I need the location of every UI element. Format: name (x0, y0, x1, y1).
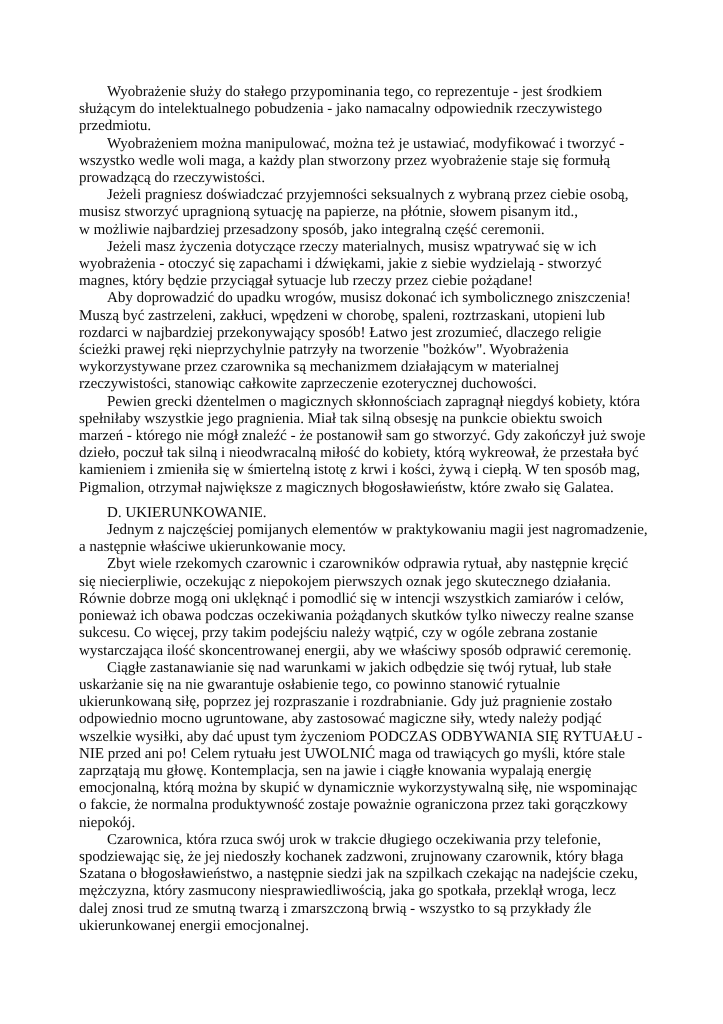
text-line: musisz stworzyć upragnioną sytuację na papierze, na płótnie, słowem pisanym itd., (79, 204, 579, 221)
paragraph (79, 522, 679, 556)
text-line: emocjonalną, którą można by skupić w dynamicznie wykorzystywalną siłę, nie wspominając (79, 780, 638, 797)
text-line: w możliwie najbardziej przesadzony sposób, jako integralną część ceremonii. (79, 221, 545, 238)
text-line: Równie dobrze mogą oni uklęknąć i pomodlić się w intencji wszystkich zamiarów i celów, (79, 590, 624, 607)
text-line: Jeżeli masz życzenia dotyczące rzeczy materialnych, musisz wpatrywać się w ich (107, 238, 597, 255)
text-line: Aby doprowadzić do upadku wrogów, musisz dokonać ich symbolicznego zniszczenia! (107, 290, 631, 307)
paragraph (79, 239, 679, 291)
text-line: spełniłaby wszystkie jego pragnienia. Miał tak silną obsesję na punkcie obiektu swoich (79, 410, 603, 427)
text-line: Zbyt wiele rzekomych czarownic i czarowników odprawia rytuał, aby następnie kręcić (107, 556, 629, 573)
text-line: Czarownica, która rzuca swój urok w trakcie długiego oczekiwania przy telefonie, (107, 831, 601, 848)
section-heading (79, 505, 679, 522)
text-line: ukierunkowaną siłę, poprzez jej rozpraszanie i rozdrabnianie. Gdy już pragnienie zostało (79, 694, 613, 711)
paragraph (79, 660, 679, 832)
text-line: Jednym z najczęściej pomijanych elementów w praktykowaniu magii jest nagromadzenie, (107, 522, 648, 539)
text-line: rzeczywistości, stanowiąc całkowite zaprzeczenie ezoterycznej duchowości. (79, 376, 537, 393)
text-line: niepokój. (79, 814, 136, 831)
text-line: spodziewając się, że jej niedoszły kochanek zadzwoni, zrujnowany czarownik, który błaga (79, 848, 624, 865)
text-line: o fakcie, że normalna produktywność zostaje poważnie ograniczona przez taki gorączkowy (79, 797, 628, 814)
text-line: wyobrażenia - otoczyć się zapachami i dźwiękami, jakie z siebie wydzielają - stworzyć (79, 256, 602, 273)
text-line: Jeżeli pragniesz doświadczać przyjemności seksualnych z wybraną przez ciebie osobą, (107, 187, 629, 204)
text-line: a następnie właściwe ukierunkowanie mocy. (79, 539, 346, 556)
text-line: zaprzątają mu głowę. Kontemplacja, sen na jawie i ciągłe knowania wypalają energię (79, 762, 592, 779)
text-line: Ciągłe zastanawianie się nad warunkami w jakich odbędzie się twój rytuał, lub stałe (107, 659, 612, 676)
text-line: ścieżki prawej ręki nieprzychylnie patrzyły na tworzenie "bożków". Wyobrażenia (79, 342, 569, 359)
paragraph (79, 84, 679, 136)
text-line: NIE przed ani po! Celem rytuału jest UWOLNIĆ maga od trawiących go myśli, które stale (79, 745, 626, 762)
text-line: magnes, który będzie przyciągał sytuacje lub rzeczy przez ciebie pożądane! (79, 273, 533, 290)
text-line: prowadzącą do rzeczywistości. (79, 170, 266, 187)
paragraph (79, 394, 679, 497)
text-line: kamieniem i zmieniła się w śmiertelną istotę z krwi i kości, żywą i ciepłą. W ten sposób mag, (79, 462, 640, 479)
text-line: marzeń - którego nie mógł znaleźć - że postanowił sam go stworzyć. Gdy zakończył już swoje (79, 428, 646, 445)
text-line: wszelkie wysiłki, aby dać upust tym życzeniom PODCZAS ODBYWANIA SIĘ RYTUAŁU - (79, 728, 643, 745)
text-line: ukierunkowanej energii emocjonalnej. (79, 917, 310, 934)
text-line: dalej znosi trud ze smutną twarzą i zmarszczoną brwią - wszystko to są przykłady źle (79, 900, 592, 917)
paragraph (79, 290, 679, 393)
text-line: mężczyzna, który zasmucony niesprawiedliwością, jaka go spotkała, przeklął wroga, lecz (79, 883, 616, 900)
blank-line (79, 497, 679, 505)
text-line: Szatana o błogosławieństwo, a następnie siedzi jak na szpilkach czekając na nadejście czeku, (79, 866, 638, 883)
text-line: Pewien grecki dżentelmen o magicznych skłonnościach zapragnął niegdyś kobiety, która (107, 393, 641, 410)
text-line: Wyobrażenie służy do stałego przypominania tego, co reprezentuje - jest środkiem (107, 84, 603, 100)
text-line: sukcesu. Co więcej, przy takim podejściu należy wątpić, czy w ogóle zebrana zostanie (79, 625, 598, 642)
text-line: Pigmalion, otrzymał największe z magicznych błogosławieństw, które zwało się Galatea. (79, 479, 614, 496)
text-line: się niecierpliwie, oczekując z niepokojem pierwszych oznak jego skutecznego działania. (79, 573, 611, 590)
text-line: wystarczająca ilość skoncentrowanej energii, aby we właściwy sposób odprawić ceremonię. (79, 642, 632, 659)
text-line: dzieło, poczuł tak silną i nieodwracalną miłość do kobiety, którą wykreował, że przestała być (79, 445, 639, 462)
paragraph (79, 187, 679, 239)
text-line: wykorzystywane przez czarownika są mechanizmem działającym w materialnej (79, 359, 560, 376)
text-line: rozdarci w najbardziej przekonywający sposób! Łatwo jest zrozumieć, dlaczego religie (79, 324, 602, 341)
paragraph (79, 832, 679, 935)
text-line: służącym do intelektualnego pobudzenia - jako namacalny odpowiednik rzeczywistego (79, 101, 603, 118)
text-line: uskarżanie się na nie gwarantuje osłabienie tego, co powinno stanowić rytualnie (79, 676, 561, 693)
text-line: D. UKIERUNKOWANIE. (107, 504, 267, 521)
text-line: Muszą być zastrzeleni, zakłuci, wpędzeni w chorobę, spaleni, roztrzaskani, utopieni lub (79, 307, 606, 324)
text-line: wszystko wedle woli maga, a każdy plan stworzony przez wyobrażenie staje się formułą (79, 152, 611, 169)
text-line: ponieważ ich obawa podczas oczekiwania pożądanych skutków tylko niweczy realne szanse (79, 608, 634, 625)
text-line: Wyobrażeniem można manipulować, można też je ustawiać, modyfikować i tworzyć - (107, 135, 625, 152)
text-line: odpowiednio mocno ugruntowane, aby zastosować magiczne siły, wtedy należy podjąć (79, 711, 602, 728)
text-line: przedmiotu. (79, 118, 152, 135)
paragraph (79, 136, 679, 188)
paragraph (79, 556, 679, 659)
text-block (79, 84, 679, 935)
